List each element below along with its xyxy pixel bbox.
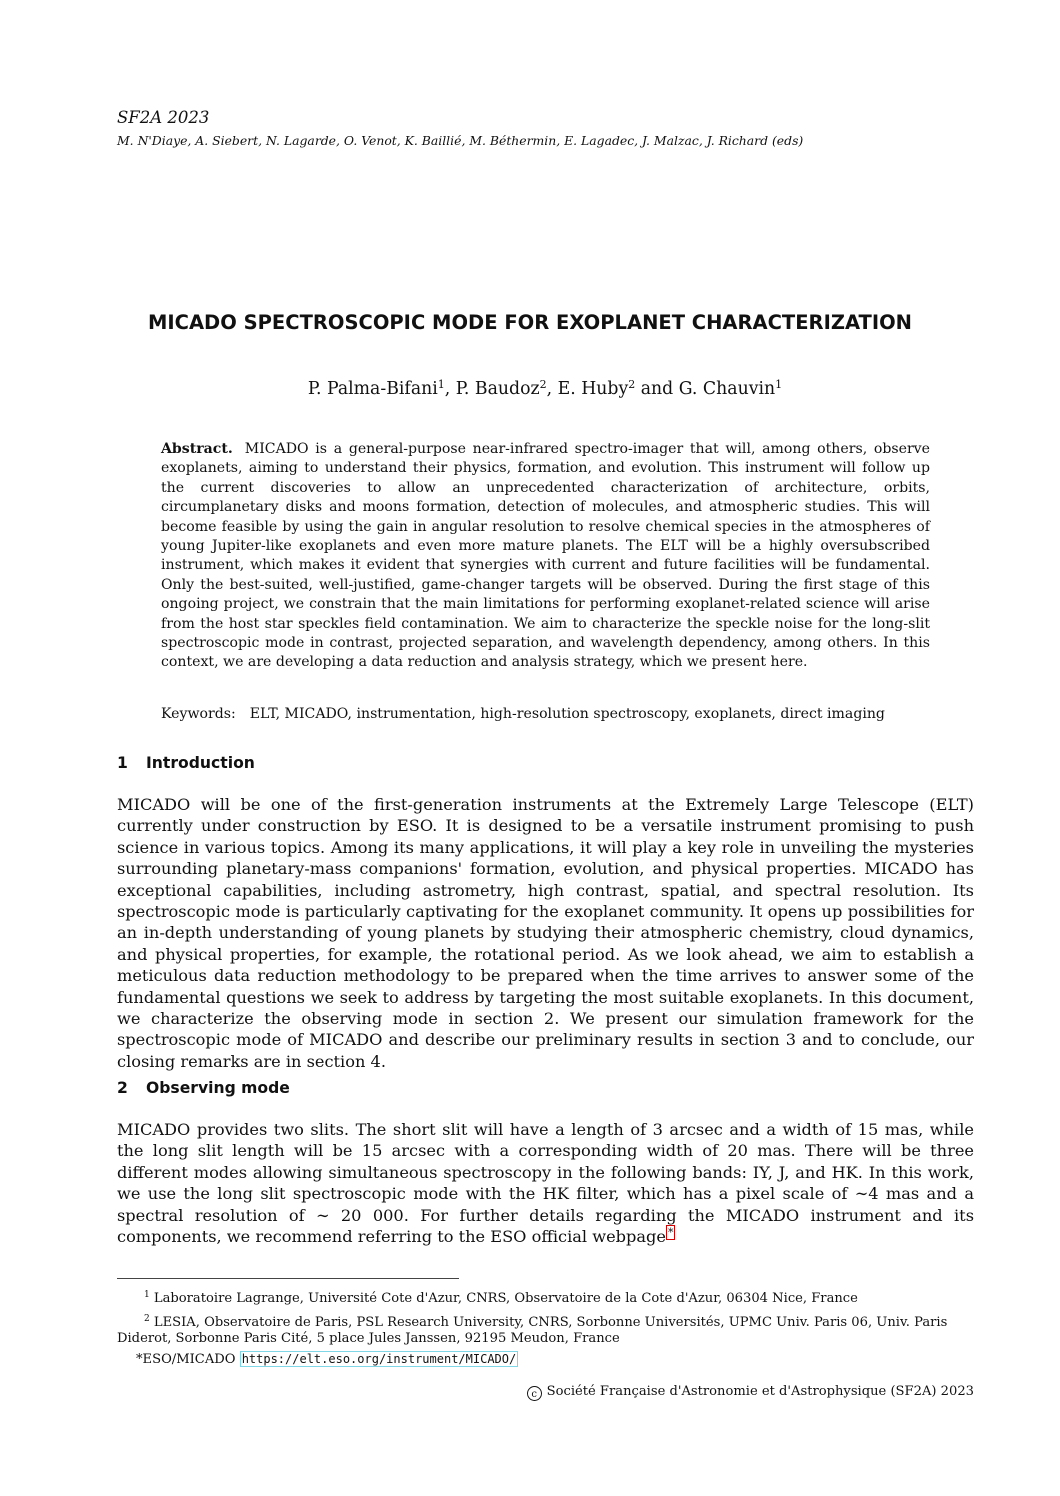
copyright-notice [527,1384,974,1401]
author-separator: , [546,379,558,399]
author-affiliation: 1 [775,378,783,391]
keywords-text: ELT, MICADO, instrumentation, high-resolution spectroscopy, exoplanets, direct imaging [249,706,885,722]
keywords [161,706,885,722]
abstract [161,440,930,673]
abstract-label: Abstract. [161,441,233,457]
section-number: 1 [117,754,128,772]
keywords-label: Keywords: [161,706,236,722]
section-heading-introduction [117,754,255,772]
footnote-divider [117,1278,459,1279]
footnote-text: Laboratoire Lagrange, Université Cote d'Azur, CNRS, Observatoire de la Cote d'Azur, 06304 Nice, France [153,1291,858,1306]
author-affiliation: 1 [437,378,445,391]
author-affiliation: 2 [539,378,547,391]
footnote-link[interactable]: * [667,1226,674,1240]
footnote-mark: 1 [144,1290,150,1300]
author-separator: , [444,379,456,399]
author-list [0,378,1060,399]
footnotes [117,1287,982,1371]
footnote-affiliation-2 [117,1311,982,1348]
venue-header: SF2A 2023 [117,108,210,127]
copyright-icon: c [527,1386,542,1401]
observing-mode-paragraph [117,1119,974,1247]
observing-mode-text: MICADO provides two slits. The short slit will have a length of 3 arcsec and a width of 15 mas, while the long slit length will be 15 arcsec with a corresponding width of 20 mas. There will be three different modes allowing simultaneous spectroscopy in the following bands: IY, J, and HK. In this work, we use the long slit spectroscopic mode with the HK filter, which has a pixel scale of ∼4 mas and a spectral resolution of ∼ 20 000. For further details regarding the MICADO instrument and its components, we recommend referring to the ESO official webpage [117,1120,974,1247]
introduction-paragraph: MICADO will be one of the first-generation instruments at the Extremely Large Telescope (ELT) currently under construction by ESO. It is designed to be a versatile instrument promising to push science in various topics. Among its many applications, it will play a key role in unveiling the mysteries surrounding planetary-mass companions' formation, evolution, and physical properties. MICADO has exceptional capabilities, including astrometry, high contrast, spatial, and spectral resolution. Its spectroscopic mode is particularly captivating for the exoplanet community. It opens up possibilities for an in-depth understanding of young planets by studying their atmospheric chemistry, cloud dynamics, and physical properties, for example, the rotational period. As we look ahead, we aim to establish a meticulous data reduction methodology to be prepared when the time arrives to answer some of the fundamental questions we seek to address by targeting the most suitable exoplanets. In this document, we characterize the observing mode in section 2. We present our simulation framework for the spectroscopic mode of MICADO and describe our preliminary results in section 3 and to conclude, our closing remarks are in section 4. [117,795,974,1071]
section-number: 2 [117,1079,128,1097]
footnote-mark: * [136,1351,143,1367]
author-name: G. Chauvin [678,379,776,399]
copyright-text: Société Française d'Astronomie et d'Astrophysique (SF2A) 2023 [546,1384,974,1399]
author-name: P. Palma-Bifani [307,379,438,399]
footnote-text: ESO/MICADO [142,1351,236,1367]
author-separator: and [635,379,679,399]
paper-title: MICADO SPECTROSCOPIC MODE FOR EXOPLANET CHARACTERIZATION [147,311,912,334]
footnote-webpage [117,1351,982,1369]
micado-url-link[interactable]: https://elt.eso.org/instrument/MICADO/ [241,1351,517,1366]
author-affiliation: 2 [628,378,636,391]
footnote-affiliation-1 [117,1287,982,1308]
footnote-text: LESIA, Observatoire de Paris, PSL Research University, CNRS, Sorbonne Universités, UPMC Univ. Paris 06, Univ. Paris Diderot, Sorbonne Paris Cité, 5 place Jules Janssen, 92195 Meudon, France [117,1314,948,1346]
author-name: E. Huby [557,379,629,399]
section-heading-observing-mode [117,1079,290,1097]
editors-header: M. N'Diaye, A. Siebert, N. Lagarde, O. Venot, K. Baillié, M. Béthermin, E. Lagadec, J. Malzac, J. Richard (eds) [117,133,804,148]
section-title: Observing mode [146,1079,290,1097]
section-title: Introduction [146,754,255,772]
author-name: P. Baudoz [455,379,540,399]
footnote-mark: 2 [144,1313,150,1324]
abstract-text: MICADO is a general-purpose near-infrared spectro-imager that will, among others, observe exoplanets, aiming to understand their physics, formation, and evolution. This instrument will follow up the current discoveries to allow an unprecedented characterization of architecture, orbits, circumplanetary disks and moons formation, detection of molecules, and atmospheric studies. This will become feasible by using the gain in angular resolution to resolve chemical species in the atmospheres of young Jupiter-like exoplanets and even more mature planets. The ELT will be a highly oversubscribed instrument, which makes it evident that synergies with current and future facilities will be fundamental. Only the best-suited, well-justified, game-changer targets will be observed. During the first stage of this ongoing project, we constrain that the main limitations for performing exoplanet-related science will arise from the host star speckles field contamination. We aim to characterize the speckle noise for the long-slit spectroscopic mode in contrast, projected separation, and wavelength dependency, among others. In this context, we are developing a data reduction and analysis strategy, which we present here. [161,441,930,671]
